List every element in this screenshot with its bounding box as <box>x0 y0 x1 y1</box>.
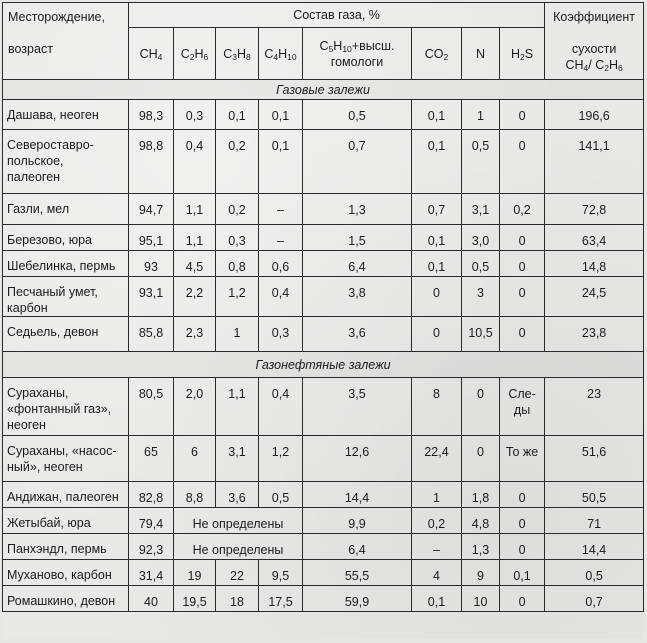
cell-c3h8: 0,2 <box>216 130 259 194</box>
header-composition: Состав газа, % <box>129 3 545 28</box>
cell-c5h10: 3,8 <box>303 277 412 317</box>
cell-c3h8: 1,2 <box>216 277 259 317</box>
cell-c2h6: 0,3 <box>174 100 216 130</box>
table-row <box>3 534 644 560</box>
cell-c4h10: 17,5 <box>259 586 303 612</box>
cell-n: 4,8 <box>462 508 500 534</box>
table-header <box>3 3 644 80</box>
cell-ch4: 79,4 <box>129 508 174 534</box>
cell-co2: 0 <box>412 317 462 352</box>
header-col-c5h10: $C_5H_{10}+высш$. гомологи <box>303 28 412 80</box>
field-name: Сураханы, «фонтанный газ», неоген <box>3 378 129 436</box>
table-row <box>3 508 644 534</box>
cell-h2s: 0 <box>500 130 545 194</box>
cell-n: 3,0 <box>462 225 500 251</box>
field-name: Североставро- польское, палеоген <box>3 130 129 194</box>
field-name: Березово, юра <box>3 225 129 251</box>
cell-co2: 8 <box>412 378 462 436</box>
cell-c4h10: – <box>259 194 303 225</box>
cell-c5h10: 3,5 <box>303 378 412 436</box>
cell-c3h8: 1 <box>216 317 259 352</box>
cell-co2: 0,1 <box>412 586 462 612</box>
cell-h2s: 0 <box>500 225 545 251</box>
cell-h2s: 0 <box>500 482 545 508</box>
header-col-ch4: $CH_4$ <box>129 28 174 80</box>
table-row <box>3 277 644 317</box>
cell-ch4: 40 <box>129 586 174 612</box>
table-row <box>3 436 644 482</box>
cell-h2s: 0 <box>500 251 545 277</box>
cell-c5h10: 3,6 <box>303 317 412 352</box>
header-col-c4h10: $C_4H_{10}$ <box>259 28 303 80</box>
cell-c4h10: 0,1 <box>259 100 303 130</box>
cell-dryness: 72,8 <box>545 194 644 225</box>
table-row <box>3 251 644 277</box>
cell-ch4: 65 <box>129 436 174 482</box>
cell-c5h10: 1,5 <box>303 225 412 251</box>
table-row <box>3 317 644 352</box>
cell-c3h8: 0,3 <box>216 225 259 251</box>
section-header: Газонефтяные залежи <box>3 352 644 378</box>
cell-h2s: 0 <box>500 508 545 534</box>
cell-co2: 22,4 <box>412 436 462 482</box>
header-field-line2: возраст <box>8 42 53 56</box>
field-name: Дашава, неоген <box>3 100 129 130</box>
cell-c5h10: 6,4 <box>303 534 412 560</box>
cell-h2s: То же <box>500 436 545 482</box>
cell-c3h8: 0,1 <box>216 100 259 130</box>
cell-h2s: 0 <box>500 100 545 130</box>
cell-c4h10: – <box>259 225 303 251</box>
table-body <box>3 80 644 612</box>
cell-co2: 0,1 <box>412 251 462 277</box>
cell-dryness: 24,5 <box>545 277 644 317</box>
cell-n: 0,5 <box>462 130 500 194</box>
cell-ch4: 31,4 <box>129 560 174 586</box>
cell-c2h6: 1,1 <box>174 225 216 251</box>
cell-c2h6: 4,5 <box>174 251 216 277</box>
field-name: Муханово, карбон <box>3 560 129 586</box>
field-name: Шебелинка, пермь <box>3 251 129 277</box>
cell-c5h10: 55,5 <box>303 560 412 586</box>
table-row <box>3 378 644 436</box>
cell-ch4: 82,8 <box>129 482 174 508</box>
cell-c2h6: 6 <box>174 436 216 482</box>
cell-dryness: 14,8 <box>545 251 644 277</box>
cell-h2s: 0 <box>500 317 545 352</box>
table-row <box>3 560 644 586</box>
cell-c2h6: 2,2 <box>174 277 216 317</box>
page <box>2 2 643 639</box>
cell-c4h10: 0,6 <box>259 251 303 277</box>
cell-c4h10: 0,4 <box>259 277 303 317</box>
cell-co2: 0,7 <box>412 194 462 225</box>
cell-not-determined: Не определены <box>174 534 303 560</box>
cell-dryness: 71 <box>545 508 644 534</box>
cell-co2: 4 <box>412 560 462 586</box>
cell-dryness: 51,6 <box>545 436 644 482</box>
header-col-h2s: $H_2S$ <box>500 28 545 80</box>
cell-n: 0 <box>462 378 500 436</box>
field-name: Жетыбай, юра <box>3 508 129 534</box>
cell-c5h10: 12,6 <box>303 436 412 482</box>
cell-h2s: Сле- ды <box>500 378 545 436</box>
cell-ch4: 94,7 <box>129 194 174 225</box>
cell-co2: – <box>412 534 462 560</box>
cell-h2s: 0 <box>500 277 545 317</box>
header-dryness <box>545 3 644 80</box>
cell-n: 10,5 <box>462 317 500 352</box>
cell-not-determined: Не определены <box>174 508 303 534</box>
cell-c2h6: 0,4 <box>174 130 216 194</box>
cell-n: 1,8 <box>462 482 500 508</box>
cell-h2s: 0 <box>500 586 545 612</box>
cell-n: 0 <box>462 436 500 482</box>
field-name: Песчаный умет, карбон <box>3 277 129 317</box>
cell-co2: 0,2 <box>412 508 462 534</box>
cell-dryness: 23 <box>545 378 644 436</box>
cell-dryness: 50,5 <box>545 482 644 508</box>
cell-c4h10: 0,5 <box>259 482 303 508</box>
cell-h2s: 0 <box>500 534 545 560</box>
cell-c3h8: 0,2 <box>216 194 259 225</box>
header-col-co2: $CO_2$ <box>412 28 462 80</box>
field-name: Панхэндл, пермь <box>3 534 129 560</box>
cell-h2s: 0,2 <box>500 194 545 225</box>
field-name: Сураханы, «насос- ный», неоген <box>3 436 129 482</box>
cell-c3h8: 22 <box>216 560 259 586</box>
cell-c5h10: 1,3 <box>303 194 412 225</box>
cell-c5h10: 0,7 <box>303 130 412 194</box>
cell-ch4: 80,5 <box>129 378 174 436</box>
table-row <box>3 194 644 225</box>
table-row <box>3 130 644 194</box>
cell-dryness: 0,5 <box>545 560 644 586</box>
cell-dryness: 0,7 <box>545 586 644 612</box>
cell-c2h6: 19 <box>174 560 216 586</box>
cell-n: 9 <box>462 560 500 586</box>
cell-n: 3,1 <box>462 194 500 225</box>
cell-co2: 0,1 <box>412 225 462 251</box>
cell-c2h6: 2,3 <box>174 317 216 352</box>
header-col-c3h8: $C_3H_8$ <box>216 28 259 80</box>
cell-co2: 0 <box>412 277 462 317</box>
cell-ch4: 85,8 <box>129 317 174 352</box>
cell-c3h8: 3,1 <box>216 436 259 482</box>
table-row <box>3 482 644 508</box>
cell-n: 10 <box>462 586 500 612</box>
cell-c4h10: 1,2 <box>259 436 303 482</box>
cell-c3h8: 0,8 <box>216 251 259 277</box>
header-col-c2h6: $C_2H_6$ <box>174 28 216 80</box>
cell-dryness: 196,6 <box>545 100 644 130</box>
header-field <box>3 3 129 80</box>
cell-c3h8: 1,1 <box>216 378 259 436</box>
header-dryness-formula: $CH_4/$ $C_2H_6$ <box>565 58 623 73</box>
cell-ch4: 93 <box>129 251 174 277</box>
cell-co2: 1 <box>412 482 462 508</box>
cell-c3h8: 3,6 <box>216 482 259 508</box>
table-row <box>3 586 644 612</box>
cell-c2h6: 8,8 <box>174 482 216 508</box>
cell-c4h10: 0,1 <box>259 130 303 194</box>
header-col-n: N <box>462 28 500 80</box>
field-name: Ромашкино, девон <box>3 586 129 612</box>
cell-dryness: 63,4 <box>545 225 644 251</box>
cell-c5h10: 59,9 <box>303 586 412 612</box>
cell-c5h10: 0,5 <box>303 100 412 130</box>
header-dryness-line1: Коэффициент <box>553 10 636 24</box>
cell-ch4: 92,3 <box>129 534 174 560</box>
cell-co2: 0,1 <box>412 130 462 194</box>
field-name: Андижан, палеоген <box>3 482 129 508</box>
header-field-line1: Месторождение, <box>8 10 105 24</box>
table-row <box>3 225 644 251</box>
section-header: Газовые залежи <box>3 80 644 100</box>
cell-c4h10: 9,5 <box>259 560 303 586</box>
cell-c2h6: 1,1 <box>174 194 216 225</box>
cell-h2s: 0,1 <box>500 560 545 586</box>
cell-dryness: 14,4 <box>545 534 644 560</box>
cell-n: 1,3 <box>462 534 500 560</box>
cell-c5h10: 9,9 <box>303 508 412 534</box>
cell-c2h6: 19,5 <box>174 586 216 612</box>
cell-dryness: 23,8 <box>545 317 644 352</box>
field-name: Седьель, девон <box>3 317 129 352</box>
cell-c5h10: 14,4 <box>303 482 412 508</box>
cell-c5h10: 6,4 <box>303 251 412 277</box>
cell-ch4: 98,3 <box>129 100 174 130</box>
cell-ch4: 93,1 <box>129 277 174 317</box>
cell-ch4: 98,8 <box>129 130 174 194</box>
header-dryness-line2: сухости <box>571 42 617 56</box>
cell-co2: 0,1 <box>412 100 462 130</box>
cell-c3h8: 18 <box>216 586 259 612</box>
table-row <box>3 100 644 130</box>
cell-dryness: 141,1 <box>545 130 644 194</box>
cell-n: 1 <box>462 100 500 130</box>
cell-n: 0,5 <box>462 251 500 277</box>
cell-c4h10: 0,3 <box>259 317 303 352</box>
cell-n: 3 <box>462 277 500 317</box>
cell-ch4: 95,1 <box>129 225 174 251</box>
gas-composition-table <box>2 2 644 612</box>
cell-c4h10: 0,4 <box>259 378 303 436</box>
field-name: Газли, мел <box>3 194 129 225</box>
cell-c2h6: 2,0 <box>174 378 216 436</box>
